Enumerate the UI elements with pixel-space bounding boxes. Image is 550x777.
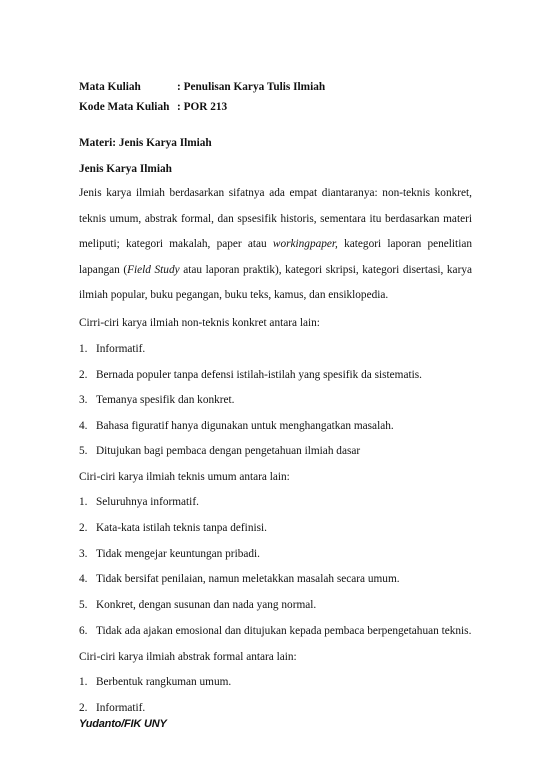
item-text: Tidak mengejar keuntungan pribadi. [96, 548, 260, 560]
code-label: Kode Mata Kuliah [79, 101, 170, 113]
list-item [79, 702, 145, 714]
item-number: 1. [79, 676, 88, 688]
course-header [79, 77, 325, 117]
list-item [79, 394, 235, 406]
item-text: Kata-kata istilah teknis tanpa definisi. [96, 522, 267, 534]
code-row [79, 97, 325, 117]
list-item [79, 445, 360, 457]
list-item [79, 343, 145, 355]
item-number: 2. [79, 522, 88, 534]
subtitle: Jenis Karya Ilmiah [79, 163, 172, 175]
intro-part2: kategori laporan penelitian lapangan ( [79, 238, 472, 276]
list-item [79, 522, 267, 534]
list-item [79, 599, 316, 611]
intro-part3: atau laporan praktik), kategori skripsi, kategori disertasi, karya ilmiah popular, buku pegangan, buku teks, kamus, dan ensiklopedia. [79, 263, 472, 302]
item-number: 3. [79, 548, 88, 560]
footer-author: Yudanto/FIK UNY [79, 718, 167, 730]
item-number: 2. [79, 702, 88, 714]
section3-heading: Ciri-ciri karya ilmiah abstrak formal antara lain: [79, 651, 297, 663]
list-item [79, 496, 199, 508]
code-value: : POR 213 [177, 101, 228, 113]
item-number: 2. [79, 369, 88, 381]
intro-paragraph [79, 181, 472, 309]
materi-title: Materi: Jenis Karya Ilmiah [79, 137, 212, 149]
list-item [79, 676, 231, 688]
item-text: Bahasa figuratif hanya digunakan untuk menghangatkan masalah. [96, 420, 394, 432]
list-item [79, 420, 394, 432]
item-number: 4. [79, 420, 88, 432]
list-item [79, 548, 260, 560]
section2-heading: Ciri-ciri karya ilmiah teknis umum antara lain: [79, 471, 290, 483]
intro-italic1: workingpaper, [272, 238, 338, 251]
item-number: 5. [79, 445, 88, 457]
course-row [79, 77, 325, 97]
item-number: 1. [79, 496, 88, 508]
intro-italic2: Field Study [127, 263, 180, 276]
section1-heading: Cirri-ciri karya ilmiah non-teknis konkret antara lain: [79, 317, 320, 329]
item-text: Seluruhnya informatif. [96, 496, 199, 508]
intro-part1: Jenis karya ilmiah berdasarkan sifatnya ada empat diantaranya: non-teknis konkret, teknis umum, abstrak formal, dan spsesifik historis, sementara itu berdasarkan materi meliputi; kategori makalah, paper atau [79, 187, 472, 251]
item-number: 6. [79, 625, 88, 637]
item-text: Informatif. [96, 343, 146, 355]
list-item [79, 573, 400, 585]
item-number: 4. [79, 573, 88, 585]
item-text: Berbentuk rangkuman umum. [96, 676, 232, 688]
item-text: Bernada populer tanpa defensi istilah-istilah yang spesifik da sistematis. [96, 369, 422, 381]
course-value: : Penulisan Karya Tulis Ilmiah [177, 81, 326, 93]
item-number: 5. [79, 599, 88, 611]
item-text: Informatif. [96, 702, 146, 714]
item-text: Konkret, dengan susunan dan nada yang normal. [96, 599, 317, 611]
list-item [79, 369, 422, 381]
item-text: Tidak bersifat penilaian, namun meletakkan masalah secara umum. [96, 573, 400, 585]
course-label: Mata Kuliah [79, 81, 141, 93]
item-number: 1. [79, 343, 88, 355]
list-item [79, 625, 471, 637]
item-text: Temanya spesifik dan konkret. [96, 394, 235, 406]
item-text: Tidak ada ajakan emosional dan ditujukan kepada pembaca berpengetahuan teknis. [96, 625, 472, 637]
item-text: Ditujukan bagi pembaca dengan pengetahuan ilmiah dasar [96, 445, 361, 457]
item-number: 3. [79, 394, 88, 406]
